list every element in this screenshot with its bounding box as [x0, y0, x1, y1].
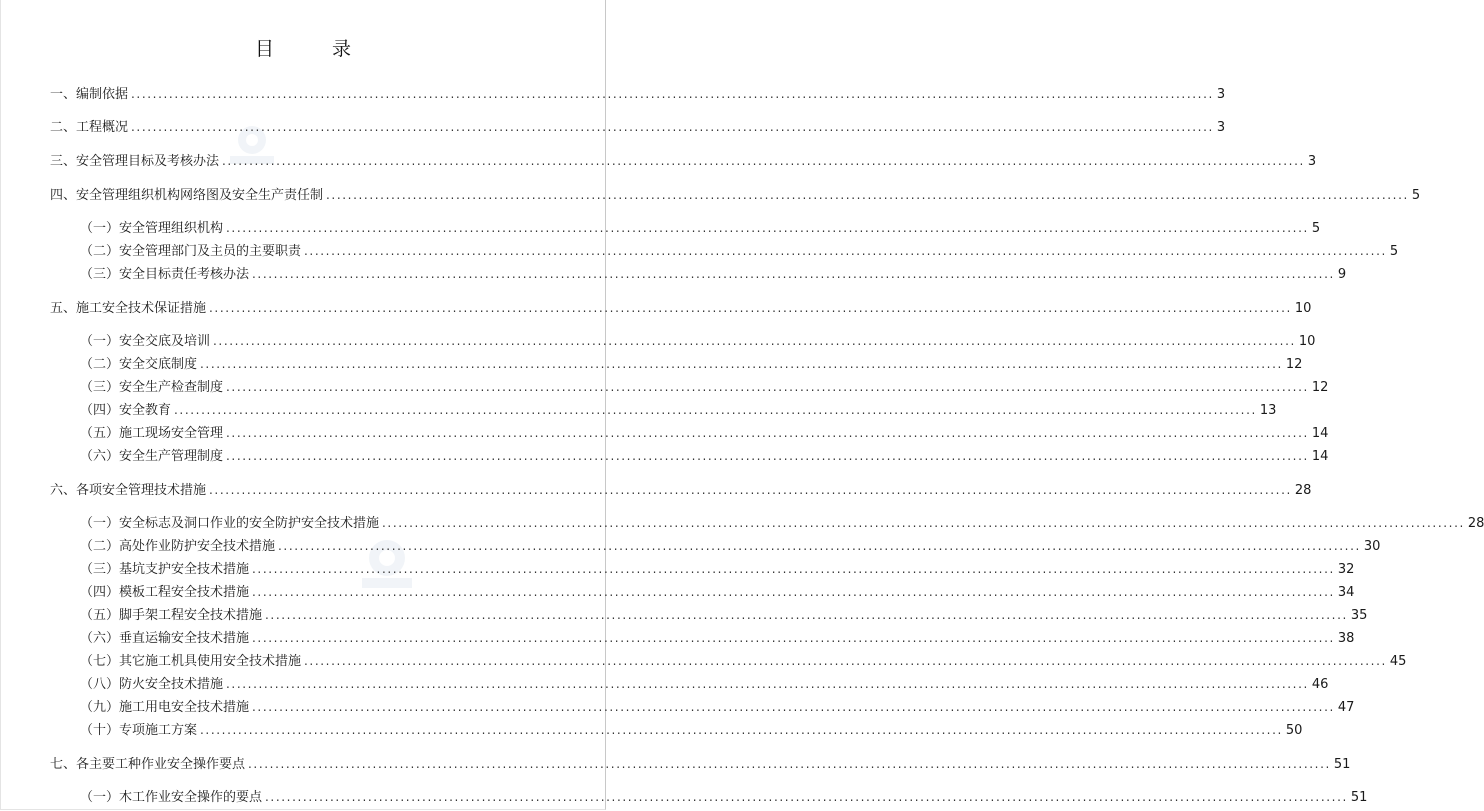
toc-dot-leader: ........................................................................................................................................................................................................: [278, 539, 1361, 553]
toc-entry[interactable]: [80, 630, 1355, 646]
toc-entry-title: （二）安全管理部门及主员的主要职责: [80, 244, 302, 259]
toc-dot-leader: ........................................................................................................................................................................................................: [252, 562, 1335, 576]
toc-entry[interactable]: [80, 584, 1355, 600]
toc-entry[interactable]: [50, 187, 1421, 203]
toc-entry[interactable]: [50, 86, 1226, 102]
toc-entry-title: （四）模板工程安全技术措施: [80, 585, 250, 600]
toc-dot-leader: ........................................................................................................................................................................................................: [252, 585, 1335, 599]
toc-entry[interactable]: [80, 220, 1321, 236]
toc-page-number: 28: [1467, 516, 1484, 531]
toc-entry-title: （二）高处作业防护安全技术措施: [80, 539, 276, 554]
toc-page-number: 10: [1294, 301, 1312, 316]
toc-entry-title: （六）垂直运输安全技术措施: [80, 631, 250, 646]
toc-dot-leader: ........................................................................................................................................................................................................: [265, 790, 1348, 804]
toc-entry-title: （五）施工现场安全管理: [80, 426, 224, 441]
toc-page-number: 51: [1333, 757, 1351, 772]
toc-entry[interactable]: [50, 300, 1312, 316]
toc-entry[interactable]: [50, 153, 1317, 169]
toc-page-number: 3: [1216, 120, 1226, 135]
toc-dot-leader: ........................................................................................................................................................................................................: [304, 244, 1387, 258]
toc-entry[interactable]: [80, 448, 1329, 464]
toc-dot-leader: ........................................................................................................................................................................................................: [131, 87, 1214, 101]
toc-dot-leader: ........................................................................................................................................................................................................: [252, 631, 1335, 645]
toc-dot-leader: ........................................................................................................................................................................................................: [131, 120, 1214, 134]
toc-page-number: 12: [1311, 380, 1329, 395]
toc-entry[interactable]: [80, 607, 1368, 623]
toc-entry[interactable]: [80, 653, 1407, 669]
toc-entry[interactable]: [50, 119, 1226, 135]
toc-dot-leader: ........................................................................................................................................................................................................: [252, 700, 1335, 714]
toc-entry-title: 六、各项安全管理技术措施: [50, 483, 207, 498]
toc-entry[interactable]: [80, 402, 1277, 418]
toc-page-number: 5: [1411, 188, 1421, 203]
toc-page-number: 32: [1337, 562, 1355, 577]
toc-page-number: 50: [1285, 723, 1303, 738]
toc-dot-leader: ........................................................................................................................................................................................................: [226, 426, 1309, 440]
toc-entry[interactable]: [80, 266, 1347, 282]
toc-entry[interactable]: [80, 538, 1381, 554]
toc-entry[interactable]: [80, 699, 1355, 715]
toc-entry[interactable]: [50, 756, 1351, 772]
toc-entry-title: （九）施工用电安全技术措施: [80, 700, 250, 715]
toc-entry-title: 四、安全管理组织机构网络图及安全生产责任制: [50, 188, 324, 203]
toc-page-number: 38: [1337, 631, 1355, 646]
toc-page-number: 3: [1216, 87, 1226, 102]
toc-dot-leader: ........................................................................................................................................................................................................: [209, 301, 1292, 315]
toc-entry-title: （三）安全生产检查制度: [80, 380, 224, 395]
toc-entry[interactable]: [80, 243, 1399, 259]
toc-entry-title: 二、工程概况: [50, 120, 129, 135]
toc-entry-title: 三、安全管理目标及考核办法: [50, 154, 220, 169]
toc-page-number: 51: [1350, 790, 1368, 805]
toc-dot-leader: ........................................................................................................................................................................................................: [326, 188, 1409, 202]
toc-dot-leader: ........................................................................................................................................................................................................: [252, 267, 1335, 281]
toc-entry-title: 五、施工安全技术保证措施: [50, 301, 207, 316]
toc-entry-title: （一）安全管理组织机构: [80, 221, 224, 236]
toc-page-number: 28: [1294, 483, 1312, 498]
toc-entry[interactable]: [80, 379, 1329, 395]
toc-page-number: 13: [1259, 403, 1277, 418]
toc-page-number: 30: [1363, 539, 1381, 554]
toc-entry[interactable]: [50, 482, 1312, 498]
toc-entry-title: （一）木工作业安全操作的要点: [80, 790, 263, 805]
toc-dot-leader: ........................................................................................................................................................................................................: [200, 357, 1283, 371]
toc-dot-leader: ........................................................................................................................................................................................................: [200, 723, 1283, 737]
toc-dot-leader: ........................................................................................................................................................................................................: [248, 757, 1331, 771]
toc-page-number: 5: [1311, 221, 1321, 236]
toc-page-number: 46: [1311, 677, 1329, 692]
toc-dot-leader: ........................................................................................................................................................................................................: [382, 516, 1465, 530]
toc-page-number: 10: [1298, 334, 1316, 349]
toc-entry-title: （一）安全交底及培训: [80, 334, 211, 349]
toc-entry[interactable]: [80, 789, 1368, 805]
toc-entry[interactable]: [80, 425, 1329, 441]
toc-dot-leader: ........................................................................................................................................................................................................: [226, 380, 1309, 394]
toc-entry[interactable]: [80, 561, 1355, 577]
toc-dot-leader: ........................................................................................................................................................................................................: [226, 221, 1309, 235]
toc-entry-title: 一、编制依据: [50, 87, 129, 102]
toc-dot-leader: ........................................................................................................................................................................................................: [304, 654, 1387, 668]
toc-entry[interactable]: [80, 333, 1316, 349]
page-title: 目 录: [254, 38, 378, 60]
toc-page-number: 35: [1350, 608, 1368, 623]
toc-page-number: 34: [1337, 585, 1355, 600]
toc-page-number: 9: [1337, 267, 1347, 282]
toc-entry-title: 七、各主要工种作业安全操作要点: [50, 757, 246, 772]
toc-dot-leader: ........................................................................................................................................................................................................: [226, 449, 1309, 463]
toc-dot-leader: ........................................................................................................................................................................................................: [222, 154, 1305, 168]
toc-dot-leader: ........................................................................................................................................................................................................: [226, 677, 1309, 691]
toc-entry-title: （十）专项施工方案: [80, 723, 198, 738]
toc-page-number: 12: [1285, 357, 1303, 372]
toc-entry-title: （五）脚手架工程安全技术措施: [80, 608, 263, 623]
toc-page-number: 3: [1307, 154, 1317, 169]
toc-entry-title: （七）其它施工机具使用安全技术措施: [80, 654, 302, 669]
toc-entry-title: （二）安全交底制度: [80, 357, 198, 372]
toc-entry-title: （四）安全教育: [80, 403, 172, 418]
toc-dot-leader: ........................................................................................................................................................................................................: [213, 334, 1296, 348]
toc-entry[interactable]: [80, 515, 1484, 531]
toc-entry-title: （三）基坑支护安全技术措施: [80, 562, 250, 577]
toc-entry-title: （六）安全生产管理制度: [80, 449, 224, 464]
toc-page-number: 47: [1337, 700, 1355, 715]
toc-page-number: 14: [1311, 426, 1329, 441]
toc-dot-leader: ........................................................................................................................................................................................................: [209, 483, 1292, 497]
toc-page-number: 5: [1389, 244, 1399, 259]
toc-dot-leader: ........................................................................................................................................................................................................: [265, 608, 1348, 622]
toc-entry[interactable]: [80, 676, 1329, 692]
toc-page-number: 45: [1389, 654, 1407, 669]
toc-entry-title: （一）安全标志及洞口作业的安全防护安全技术措施: [80, 516, 380, 531]
toc-entry-title: （八）防火安全技术措施: [80, 677, 224, 692]
toc-dot-leader: ........................................................................................................................................................................................................: [174, 403, 1257, 417]
toc-entry[interactable]: [80, 722, 1303, 738]
toc-entry[interactable]: [80, 356, 1303, 372]
toc-page-number: 14: [1311, 449, 1329, 464]
toc-entry-title: （三）安全目标责任考核办法: [80, 267, 250, 282]
